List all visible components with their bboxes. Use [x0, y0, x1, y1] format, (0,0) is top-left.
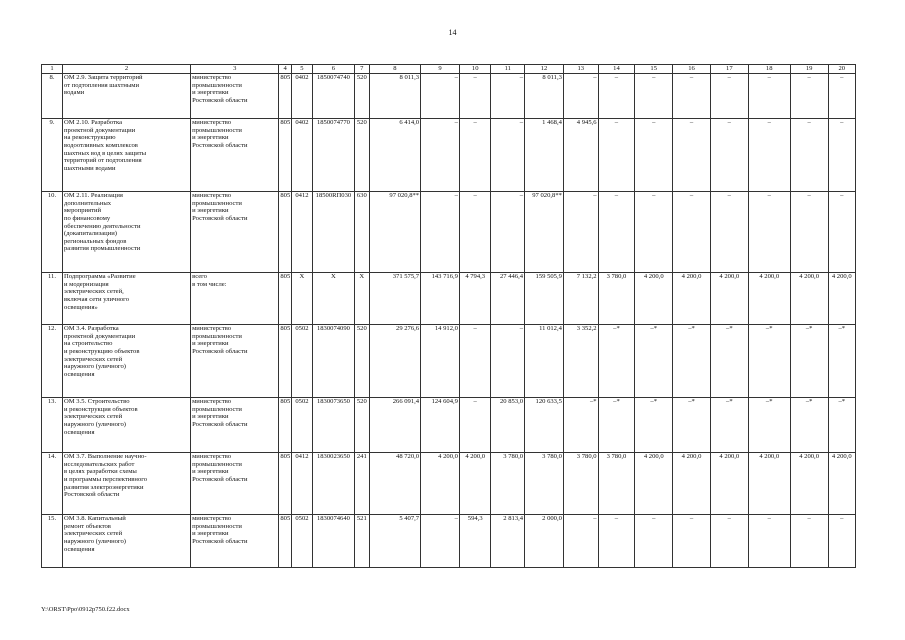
cell-y2024: –*	[598, 398, 635, 453]
cell-line: мероприятий	[64, 207, 102, 215]
column-number: 8	[369, 65, 420, 74]
cell-vr: 241	[354, 453, 369, 515]
cell-y2024: –	[598, 74, 635, 119]
cell-y2029: –	[790, 192, 828, 273]
column-number: 13	[563, 65, 598, 74]
table-row	[42, 74, 856, 119]
cell-vr: 520	[354, 398, 369, 453]
cell-y2024: –	[598, 119, 635, 192]
cell-executor	[191, 515, 279, 568]
cell-y2026: –*	[673, 325, 711, 398]
cell-vr: 520	[354, 119, 369, 192]
cell-y2023: 7 132,2	[563, 273, 598, 325]
cell-y2023: –	[563, 515, 598, 568]
cell-y2026: 4 200,0	[673, 453, 711, 515]
cell-line: наружного (уличного)	[64, 537, 126, 545]
cell-line: и энергетики	[192, 468, 229, 476]
cell-vr: X	[354, 273, 369, 325]
cell-line: по финансовому	[64, 214, 111, 222]
table-row	[42, 398, 856, 453]
cell-y2027: 4 200,0	[710, 273, 748, 325]
cell-y2023: –	[563, 74, 598, 119]
cell-y2024: –*	[598, 325, 635, 398]
cell-y2029: –	[790, 74, 828, 119]
cell-y2029: –*	[790, 398, 828, 453]
cell-executor	[191, 74, 279, 119]
cell-y2026: –*	[673, 398, 711, 453]
cell-line: ОМ 3.4. Разработка	[64, 325, 119, 332]
cell-y2027: –*	[710, 398, 748, 453]
column-number: 11	[491, 65, 525, 74]
cell-num: 11.	[42, 273, 63, 325]
cell-y2028: 4 200,0	[748, 273, 790, 325]
cell-line: всего	[192, 273, 207, 280]
cell-grbs: 805	[279, 273, 292, 325]
cell-y2025: –*	[635, 325, 673, 398]
cell-rzpr: 0502	[291, 325, 312, 398]
cell-line: ОМ 3.5. Строительство	[64, 398, 130, 405]
cell-y2027: –	[710, 515, 748, 568]
cell-line: в целях разработки схемы	[64, 468, 137, 476]
cell-y2019: 14 912,0	[421, 325, 460, 398]
cell-line: на строительство	[64, 340, 113, 348]
column-number: 19	[790, 65, 828, 74]
cell-y2028: –*	[748, 398, 790, 453]
cell-num: 9.	[42, 119, 63, 192]
cell-line: и реконструкцию объектов	[64, 347, 140, 355]
cell-y2020: –	[459, 119, 491, 192]
cell-total: 5 407,7	[369, 515, 420, 568]
cell-line: Ростовской области	[192, 96, 248, 104]
table-row	[42, 192, 856, 273]
cell-line: ОМ 2.9. Защита территорий	[64, 74, 143, 81]
cell-y2023: –	[563, 192, 598, 273]
cell-line: министерство	[192, 398, 232, 405]
column-number: 18	[748, 65, 790, 74]
cell-line: Ростовской области	[192, 347, 248, 355]
cell-y2029: –	[790, 515, 828, 568]
cell-line: развития промышленности	[64, 245, 141, 253]
cell-y2027: –*	[710, 325, 748, 398]
cell-y2022: 11 012,4	[525, 325, 564, 398]
cell-y2030: –	[828, 515, 855, 568]
cell-y2029: 4 200,0	[790, 453, 828, 515]
cell-line: промышленности	[192, 126, 242, 134]
cell-y2030: 4 200,0	[828, 453, 855, 515]
cell-line: промышленности	[192, 81, 242, 89]
cell-y2021: –	[491, 74, 525, 119]
cell-line: электрических сетей	[64, 355, 123, 363]
cell-y2030: 4 200,0	[828, 273, 855, 325]
cell-line: Ростовской области	[192, 475, 248, 483]
table-row	[42, 119, 856, 192]
cell-y2030: –	[828, 192, 855, 273]
cell-line: Ростовской области	[192, 537, 248, 545]
cell-y2026: –	[673, 515, 711, 568]
cell-line: министерство	[192, 453, 232, 460]
column-number: 9	[421, 65, 460, 74]
column-number: 20	[828, 65, 855, 74]
cell-y2025: –	[635, 515, 673, 568]
cell-y2028: 4 200,0	[748, 453, 790, 515]
cell-line: и энергетики	[192, 340, 229, 348]
cell-y2027: –	[710, 74, 748, 119]
cell-y2020: 4 200,0	[459, 453, 491, 515]
cell-y2021: 27 446,4	[491, 273, 525, 325]
cell-num: 14.	[42, 453, 63, 515]
cell-csr: 18500RП030	[312, 192, 354, 273]
column-number: 6	[312, 65, 354, 74]
cell-y2022: 1 468,4	[525, 119, 564, 192]
cell-line: и энергетики	[192, 413, 229, 421]
cell-y2019: –	[421, 515, 460, 568]
cell-line: и энергетики	[192, 207, 229, 215]
cell-executor	[191, 192, 279, 273]
cell-line: Подпрограмма «Развитие	[64, 273, 136, 280]
cell-name	[63, 398, 191, 453]
cell-rzpr: 0502	[291, 515, 312, 568]
cell-y2022: 120 633,5	[525, 398, 564, 453]
column-number: 10	[459, 65, 491, 74]
cell-line: и энергетики	[192, 89, 229, 97]
column-number: 5	[291, 65, 312, 74]
cell-line: промышленности	[192, 405, 242, 413]
column-number: 1	[42, 65, 63, 74]
cell-num: 12.	[42, 325, 63, 398]
cell-line: ремонт объектов	[64, 522, 111, 530]
cell-grbs: 805	[279, 398, 292, 453]
cell-y2025: –	[635, 74, 673, 119]
cell-line: освещения»	[64, 303, 98, 311]
cell-y2020: –	[459, 398, 491, 453]
cell-line: включая сети уличного	[64, 295, 130, 303]
cell-y2023: 3 780,0	[563, 453, 598, 515]
cell-name	[63, 453, 191, 515]
cell-rzpr: 0502	[291, 398, 312, 453]
column-number-row	[42, 65, 856, 74]
cell-line: наружного (уличного)	[64, 363, 126, 371]
cell-vr: 630	[354, 192, 369, 273]
cell-line: промышленности	[192, 522, 242, 530]
cell-vr: 520	[354, 325, 369, 398]
cell-rzpr: 0402	[291, 119, 312, 192]
cell-line: министерство	[192, 119, 232, 126]
cell-y2026: –	[673, 74, 711, 119]
cell-line: освещения	[64, 370, 95, 378]
cell-rzpr: 0402	[291, 74, 312, 119]
cell-y2021: 2 813,4	[491, 515, 525, 568]
cell-line: наружного (уличного)	[64, 420, 126, 428]
column-number: 12	[525, 65, 564, 74]
cell-executor	[191, 119, 279, 192]
cell-line: министерство	[192, 515, 232, 522]
cell-y2020: –	[459, 74, 491, 119]
cell-y2023: 3 352,2	[563, 325, 598, 398]
column-number: 7	[354, 65, 369, 74]
cell-y2020: –	[459, 192, 491, 273]
cell-csr: X	[312, 273, 354, 325]
cell-num: 8.	[42, 74, 63, 119]
cell-total: 8 011,3	[369, 74, 420, 119]
cell-grbs: 805	[279, 515, 292, 568]
cell-y2025: 4 200,0	[635, 453, 673, 515]
cell-line: от подтопления шахтными	[64, 81, 139, 89]
cell-line: проектной документации	[64, 332, 136, 340]
cell-name	[63, 119, 191, 192]
cell-total: 29 276,6	[369, 325, 420, 398]
cell-name	[63, 74, 191, 119]
cell-vr: 521	[354, 515, 369, 568]
cell-line: Ростовской области	[192, 141, 248, 149]
column-number: 17	[710, 65, 748, 74]
cell-y2022: 8 011,3	[525, 74, 564, 119]
cell-y2022: 97 020,8**	[525, 192, 564, 273]
cell-y2030: –	[828, 119, 855, 192]
cell-y2026: –	[673, 119, 711, 192]
cell-y2028: –	[748, 119, 790, 192]
cell-name	[63, 192, 191, 273]
cell-line: освещения	[64, 545, 95, 553]
cell-y2021: 20 853,0	[491, 398, 525, 453]
table-row	[42, 453, 856, 515]
cell-line: промышленности	[192, 199, 242, 207]
cell-y2026: 4 200,0	[673, 273, 711, 325]
column-number: 3	[191, 65, 279, 74]
cell-line: исследовательских работ	[64, 460, 135, 468]
cell-line: шахтных вод в целях защиты	[64, 149, 147, 157]
cell-line: и модернизация	[64, 280, 109, 288]
cell-y2021: –	[491, 325, 525, 398]
cell-executor	[191, 398, 279, 453]
cell-line: Ростовской области	[192, 420, 248, 428]
cell-name	[63, 515, 191, 568]
cell-line: региональных фондов	[64, 237, 127, 245]
cell-grbs: 805	[279, 453, 292, 515]
cell-y2019: –	[421, 74, 460, 119]
cell-y2022: 3 780,0	[525, 453, 564, 515]
column-number: 2	[63, 65, 191, 74]
cell-line: электрических сетей	[64, 413, 123, 421]
cell-total: 6 414,0	[369, 119, 420, 192]
cell-line: и энергетики	[192, 530, 229, 538]
cell-total: 48 720,0	[369, 453, 420, 515]
cell-y2025: –	[635, 119, 673, 192]
cell-line: и реконструкция объектов	[64, 405, 138, 413]
cell-y2028: –	[748, 192, 790, 273]
cell-y2019: –	[421, 119, 460, 192]
cell-line: ОМ 2.11. Реализация	[64, 192, 123, 199]
cell-csr: 1830023650	[312, 453, 354, 515]
cell-line: электрических сетей,	[64, 288, 124, 296]
cell-executor	[191, 273, 279, 325]
cell-y2028: –*	[748, 325, 790, 398]
cell-line: ОМ 2.10. Разработка	[64, 119, 123, 126]
cell-line: министерство	[192, 192, 232, 199]
column-number: 16	[673, 65, 711, 74]
cell-y2026: –	[673, 192, 711, 273]
cell-line: обеспечению деятельности	[64, 222, 141, 230]
cell-csr: 1850074740	[312, 74, 354, 119]
cell-line: дополнительных	[64, 199, 112, 207]
cell-y2029: 4 200,0	[790, 273, 828, 325]
cell-csr: 1830073650	[312, 398, 354, 453]
cell-vr: 520	[354, 74, 369, 119]
column-number: 15	[635, 65, 673, 74]
cell-y2019: 124 604,9	[421, 398, 460, 453]
cell-y2023: 4 945,6	[563, 119, 598, 192]
cell-grbs: 805	[279, 119, 292, 192]
cell-line: ОМ 3.8. Капитальный	[64, 515, 126, 522]
cell-total: 266 091,4	[369, 398, 420, 453]
cell-line: электрических сетей	[64, 530, 123, 538]
column-number: 14	[598, 65, 635, 74]
cell-num: 15.	[42, 515, 63, 568]
cell-executor	[191, 325, 279, 398]
cell-y2021: 3 780,0	[491, 453, 525, 515]
cell-y2027: 4 200,0	[710, 453, 748, 515]
cell-y2019: 143 716,9	[421, 273, 460, 325]
cell-line: (докапитализации)	[64, 230, 117, 238]
file-path: Y:\ORST\Ppo\0912p750.f22.docx	[41, 606, 130, 613]
cell-line: водами	[64, 89, 85, 97]
cell-rzpr: X	[291, 273, 312, 325]
cell-y2020: 594,3	[459, 515, 491, 568]
cell-y2021: –	[491, 192, 525, 273]
cell-y2025: 4 200,0	[635, 273, 673, 325]
cell-y2024: –	[598, 515, 635, 568]
cell-rzpr: 0412	[291, 453, 312, 515]
cell-y2020: –	[459, 325, 491, 398]
cell-line: министерство	[192, 325, 232, 332]
cell-y2029: –	[790, 119, 828, 192]
table-row	[42, 273, 856, 325]
cell-grbs: 805	[279, 325, 292, 398]
cell-line: освещения	[64, 428, 95, 436]
cell-name	[63, 273, 191, 325]
cell-line: развития электроэнергетики	[64, 483, 144, 491]
cell-y2021: –	[491, 119, 525, 192]
cell-csr: 1850074770	[312, 119, 354, 192]
cell-y2028: –	[748, 74, 790, 119]
cell-line: и программы перспективного	[64, 475, 148, 483]
cell-y2023: –*	[563, 398, 598, 453]
cell-num: 13.	[42, 398, 63, 453]
cell-y2030: –	[828, 74, 855, 119]
cell-total: 371 575,7	[369, 273, 420, 325]
cell-y2028: –	[748, 515, 790, 568]
cell-line: министерство	[192, 74, 232, 81]
cell-csr: 1830074090	[312, 325, 354, 398]
cell-name	[63, 325, 191, 398]
budget-table	[41, 64, 856, 568]
cell-num: 10.	[42, 192, 63, 273]
cell-rzpr: 0412	[291, 192, 312, 273]
cell-y2024: 3 780,0	[598, 453, 635, 515]
table-row	[42, 325, 856, 398]
column-number: 4	[279, 65, 292, 74]
cell-y2024: –	[598, 192, 635, 273]
cell-line: проектной документации	[64, 126, 136, 134]
cell-csr: 1830074640	[312, 515, 354, 568]
cell-line: на реконструкцию	[64, 134, 116, 142]
cell-total: 97 020,8**	[369, 192, 420, 273]
cell-y2030: –*	[828, 325, 855, 398]
cell-line: водоотливных комплексов	[64, 141, 138, 149]
cell-y2024: 3 780,0	[598, 273, 635, 325]
cell-executor	[191, 453, 279, 515]
cell-y2025: –	[635, 192, 673, 273]
cell-line: шахтными водами	[64, 164, 116, 172]
cell-y2027: –	[710, 192, 748, 273]
cell-y2020: 4 794,3	[459, 273, 491, 325]
cell-y2022: 159 505,9	[525, 273, 564, 325]
cell-y2019: –	[421, 192, 460, 273]
page-number: 14	[448, 28, 457, 37]
cell-line: Ростовской области	[64, 491, 120, 499]
cell-y2027: –	[710, 119, 748, 192]
cell-line: и энергетики	[192, 134, 229, 142]
cell-line: Ростовской области	[192, 214, 248, 222]
cell-y2022: 2 000,0	[525, 515, 564, 568]
cell-line: ОМ 3.7. Выполнение научно-	[64, 453, 147, 460]
table-row	[42, 515, 856, 568]
cell-y2030: –*	[828, 398, 855, 453]
cell-line: в том числе:	[192, 280, 227, 288]
cell-y2029: –*	[790, 325, 828, 398]
cell-line: промышленности	[192, 332, 242, 340]
cell-line: промышленности	[192, 460, 242, 468]
cell-y2019: 4 200,0	[421, 453, 460, 515]
cell-grbs: 805	[279, 192, 292, 273]
cell-y2025: –*	[635, 398, 673, 453]
cell-grbs: 805	[279, 74, 292, 119]
cell-line: территорий от подтопления	[64, 157, 142, 165]
